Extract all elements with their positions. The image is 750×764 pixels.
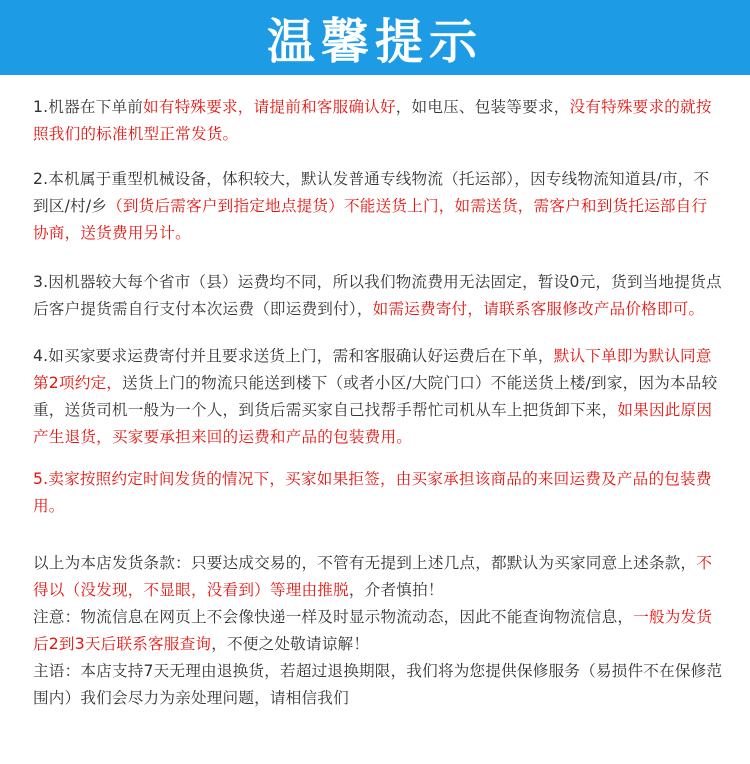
notice-content — [33, 94, 723, 712]
note-2 — [33, 166, 723, 247]
note-2-highlight: （到货后需客户到指定地点提货）不能送货上门，如需送货，需客户和到货托运部自行协商，送货费用另计。 — [33, 197, 708, 242]
note-1-highlight: 如有特殊要求，请提前和客服确认好 — [143, 98, 396, 116]
remark-text: 主语：本店支持7天无理由退换货，若超过退换期限，我们将为您提供保修服务（易损件不在保修范围内）我们会尽力为亲处理问题，请相信我们 — [33, 662, 723, 707]
note-4-highlight: 默认下单即为默认同意第2项约定， — [33, 347, 712, 392]
note-4-highlight-2: 如果因此原因产生退货，买家要承担来回的运费和产品的包装费用。 — [33, 401, 713, 446]
note-2-text: 2.本机属于重型机械设备，体积较大，默认发普通专线物流（托运部），因专线物流知道县/市，不到区/村/乡 — [33, 170, 710, 215]
note-4-text-2: 送货上门的物流只能送到楼下（或者小区/大院门口）不能送货上楼/到家，因为本品较重，送货司机一般为一个人，到货后需买家自己找帮手帮忙司机从车上把货卸下来， — [33, 374, 718, 419]
note-1-highlight-2: 没有特殊要求的就按照我们的标准机型正常发货。 — [33, 98, 712, 143]
note-1-text: 1.机器在下单前 — [33, 98, 144, 116]
note-4-text: 4.如买家要求运费寄付并且要求送货上门，需和客服确认好运费后在下单， — [33, 347, 554, 365]
terms-highlight: 不得以（没发现，不显眼，没看到）等理由推脱 — [33, 554, 713, 599]
note-4 — [33, 343, 723, 451]
terms-text: 以上为本店发货条款：只要达成交易的，不管有无提到上述几点，都默认为买家同意上述条款， — [33, 554, 697, 572]
warranty-remark — [33, 658, 723, 712]
shipping-terms — [33, 550, 723, 604]
note-3 — [33, 269, 723, 323]
note-3-highlight: 如需运费寄付，请联系客服修改产品价格即可。 — [372, 300, 705, 318]
note-1 — [33, 94, 723, 148]
notice-text-2: ，不便之处敬请谅解！ — [211, 635, 370, 653]
note-5 — [33, 466, 723, 520]
notice-highlight: 一般为发货后2到3天后联系客服查询 — [33, 608, 713, 653]
page-title: 温馨提示 — [266, 14, 483, 70]
note-5-highlight: 5.卖家按照约定时间发货的情况下，买家如果拒签，由买家承担该商品的来回运费及产品的包装费用。 — [33, 470, 712, 515]
notice-text: 注意：物流信息在网页上不会像快递一样及时显示物流动态，因此不能查询物流信息， — [33, 608, 634, 626]
header-banner — [0, 0, 750, 75]
note-1-text-2: ，如电压、包装等要求， — [395, 98, 570, 116]
terms-text-2: ，介者慎拍！ — [348, 581, 444, 599]
logistics-notice — [33, 604, 723, 658]
note-3-text: 3.因机器较大每个省市（县）运费均不同，所以我们物流费用无法固定，暂设0元，货到当地提货点后客户提货需自行支付本次运费（即运费到付）， — [33, 273, 722, 318]
